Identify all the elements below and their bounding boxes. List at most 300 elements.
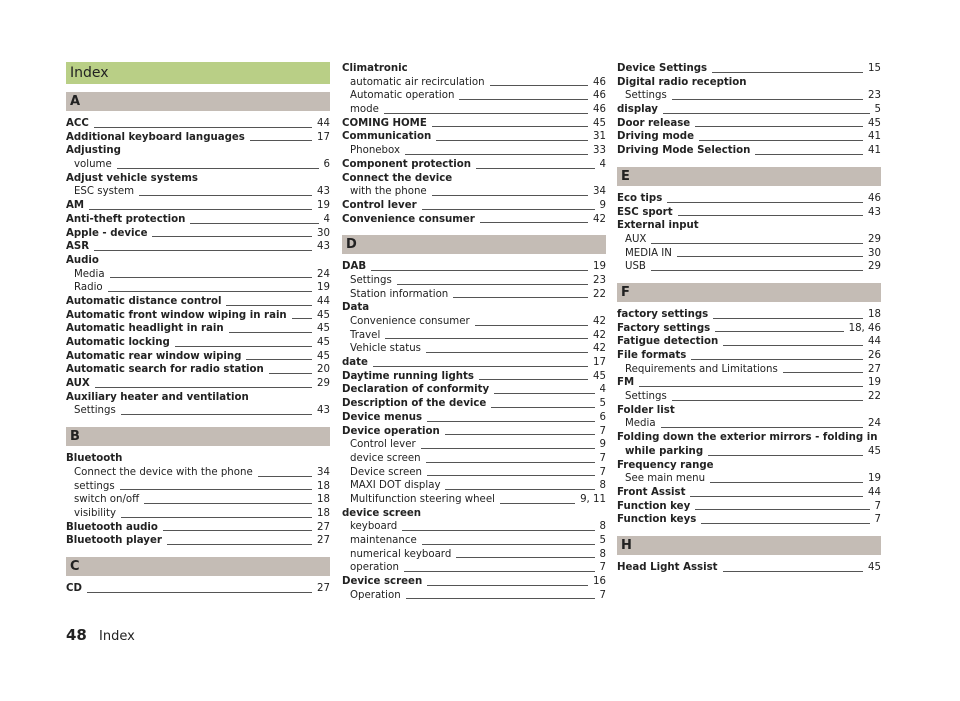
page-ref: 44 (312, 295, 330, 309)
index-term: visibility (74, 508, 121, 519)
index-entry (342, 89, 606, 103)
page-ref: 22 (588, 288, 606, 302)
index-term: Automatic operation (350, 90, 459, 101)
page-ref: 27 (312, 521, 330, 535)
index-term: Media (625, 418, 661, 429)
index-term: Data (342, 302, 374, 313)
index-term: AM (66, 200, 89, 211)
page-ref: 45 (863, 445, 881, 459)
index-entry (66, 131, 330, 145)
index-entry (342, 493, 606, 507)
index-term: Convenience consumer (342, 214, 480, 225)
index-term: Media (74, 269, 110, 280)
index-entry (66, 227, 330, 241)
page-footer (66, 626, 135, 644)
index-term: Requirements and Limitations (625, 364, 783, 375)
index-term: Automatic search for radio station (66, 364, 269, 375)
index-entry (617, 219, 881, 233)
page-ref: 19 (588, 260, 606, 274)
index-term: AUX (66, 378, 95, 389)
page-ref: 8 (595, 520, 606, 534)
index-term: display (617, 104, 663, 115)
index-entry (617, 376, 881, 390)
index-term: Folding down the exterior mirrors - folding in (617, 432, 882, 443)
page-ref: 45 (863, 561, 881, 575)
page-ref: 23 (588, 274, 606, 288)
index-entry (66, 480, 330, 494)
index-entry (342, 144, 606, 158)
index-term: settings (74, 481, 120, 492)
index-term: See main menu (625, 473, 710, 484)
index-entry (66, 185, 330, 199)
page-ref: 41 (863, 144, 881, 158)
page-ref: 6 (319, 158, 330, 172)
index-entry (342, 425, 606, 439)
index-entry (342, 260, 606, 274)
index-term: Bluetooth audio (66, 522, 163, 533)
page-ref: 42 (588, 315, 606, 329)
dot-leader (342, 366, 606, 367)
page-ref: 46 (588, 89, 606, 103)
page-ref: 8 (595, 479, 606, 493)
index-term: Door release (617, 118, 695, 129)
index-term: Settings (74, 405, 121, 416)
index-term: Station information (350, 289, 453, 300)
index-entry (66, 534, 330, 548)
page-ref: 23 (863, 89, 881, 103)
page-ref: 43 (312, 404, 330, 418)
dot-leader (66, 387, 330, 388)
page-ref: 44 (312, 117, 330, 131)
page-ref: 22 (863, 390, 881, 404)
index-entry (342, 575, 606, 589)
section-letter-label: D (346, 237, 357, 253)
page-ref: 42 (588, 213, 606, 227)
index-term: Device menus (342, 412, 427, 423)
page-ref: 34 (312, 466, 330, 480)
index-entry (617, 417, 881, 431)
section-letter-label: A (70, 94, 81, 109)
page-ref: 5 (595, 397, 606, 411)
index-entry (66, 240, 330, 254)
index-term: operation (350, 562, 404, 573)
index-entry (66, 254, 330, 268)
index-entry (342, 117, 606, 131)
dot-leader (617, 386, 881, 387)
page-ref: 4 (319, 213, 330, 227)
index-entry (617, 233, 881, 247)
index-term: Bluetooth (66, 453, 127, 464)
index-term: Auxiliary heater and ventilation (66, 392, 254, 403)
index-term: Adjusting (66, 145, 126, 156)
index-term: Function key (617, 501, 695, 512)
page-ref: 30 (312, 227, 330, 241)
dot-leader (66, 250, 330, 251)
index-term: keyboard (350, 521, 402, 532)
index-entry (342, 62, 606, 76)
page-ref: 18 (863, 308, 881, 322)
section-letter-label: B (70, 429, 80, 445)
index-entry (342, 301, 606, 315)
index-term: Fatigue detection (617, 336, 723, 347)
page-ref: 20 (312, 363, 330, 377)
index-term: Device operation (342, 426, 445, 437)
index-entry (66, 295, 330, 309)
index-entry (617, 445, 881, 459)
index-entry (66, 268, 330, 282)
page-ref: 41 (863, 130, 881, 144)
index-entry (66, 281, 330, 295)
index-entry (66, 507, 330, 521)
page-ref: 16 (588, 575, 606, 589)
index-term: Control lever (342, 200, 422, 211)
section-letter-d (342, 235, 606, 254)
page-ref: 43 (863, 206, 881, 220)
index-term: Adjust vehicle systems (66, 173, 203, 184)
index-entry (66, 466, 330, 480)
index-entry (342, 548, 606, 562)
section-letter-label: C (70, 558, 80, 574)
index-entry (66, 391, 330, 405)
index-term: Declaration of conformity (342, 384, 494, 395)
page-ref: 27 (312, 582, 330, 596)
index-entry (342, 507, 606, 521)
index-entry (342, 130, 606, 144)
index-term: Anti-theft protection (66, 214, 190, 225)
index-column-3 (617, 62, 881, 575)
index-term: COMING HOME (342, 118, 432, 129)
page-ref: 7 (595, 589, 606, 603)
index-term: ESC system (74, 186, 139, 197)
index-term: Connect the device with the phone (74, 467, 258, 478)
index-entry (617, 89, 881, 103)
page-ref: 45 (312, 322, 330, 336)
page-ref: 27 (863, 363, 881, 377)
index-entry (342, 103, 606, 117)
index-term: Front Assist (617, 487, 690, 498)
index-term: maintenance (350, 535, 422, 546)
index-term: Frequency range (617, 460, 719, 471)
index-term: External input (617, 220, 704, 231)
index-entry (66, 309, 330, 323)
page-ref: 18 (312, 507, 330, 521)
index-entry (342, 185, 606, 199)
index-term: Multifunction steering wheel (350, 494, 500, 505)
index-term: ASR (66, 241, 94, 252)
index-entry (617, 76, 881, 90)
page-ref: 24 (863, 417, 881, 431)
page-ref: 18 (312, 480, 330, 494)
index-term: Device screen (342, 576, 427, 587)
index-entry (617, 335, 881, 349)
page-ref: 7 (595, 425, 606, 439)
section-letter-c (66, 557, 330, 576)
page-ref: 45 (312, 309, 330, 323)
index-entry (342, 397, 606, 411)
page-ref: 29 (863, 233, 881, 247)
index-term: Automatic rear window wiping (66, 351, 246, 362)
page-ref: 29 (312, 377, 330, 391)
index-entry (66, 199, 330, 213)
index-term: Automatic headlight in rain (66, 323, 229, 334)
dot-leader (74, 291, 330, 292)
section-letter-h (617, 536, 881, 555)
index-entry (617, 260, 881, 274)
index-term: automatic air recirculation (350, 77, 490, 88)
index-term: Phonebox (350, 145, 405, 156)
page-ref: 29 (863, 260, 881, 274)
index-term: volume (74, 159, 117, 170)
section-letter-label: H (621, 537, 632, 553)
index-term: USB (625, 261, 651, 272)
index-entry (617, 247, 881, 261)
index-term: Control lever (350, 439, 421, 450)
dot-leader (66, 209, 330, 210)
page-ref: 6 (595, 411, 606, 425)
index-column-2 (342, 62, 606, 602)
page-ref: 7 (595, 452, 606, 466)
index-term: Driving Mode Selection (617, 145, 755, 156)
index-entry (617, 500, 881, 514)
page-ref: 9 (595, 438, 606, 452)
index-term: Communication (342, 131, 436, 142)
index-entry (617, 404, 881, 418)
page-ref: 43 (312, 185, 330, 199)
index-term: with the phone (350, 186, 432, 197)
index-entry (66, 144, 330, 158)
dot-leader (74, 277, 330, 278)
page-ref: 45 (588, 117, 606, 131)
page-ref: 7 (595, 466, 606, 480)
index-entry (342, 411, 606, 425)
index-entry (342, 213, 606, 227)
page-ref: 27 (312, 534, 330, 548)
index-entry (66, 213, 330, 227)
index-term: Automatic distance control (66, 296, 226, 307)
index-term: Climatronic (342, 63, 413, 74)
index-term: Digital radio reception (617, 77, 752, 88)
page-ref: 45 (312, 336, 330, 350)
index-entry (617, 349, 881, 363)
page-ref: 17 (588, 356, 606, 370)
page-ref: 45 (312, 350, 330, 364)
index-term: Additional keyboard languages (66, 132, 250, 143)
index-entry (342, 370, 606, 384)
dot-leader (625, 243, 881, 244)
page-ref: 24 (312, 268, 330, 282)
index-entry (342, 76, 606, 90)
index-entry (617, 62, 881, 76)
index-term: Vehicle status (350, 343, 426, 354)
page-ref: 4 (595, 158, 606, 172)
index-term: Head Light Assist (617, 562, 723, 573)
index-term: Settings (625, 391, 672, 402)
index-entry (342, 383, 606, 397)
page-ref: 7 (595, 561, 606, 575)
index-entry (66, 158, 330, 172)
index-entry (66, 363, 330, 377)
page-ref: 43 (312, 240, 330, 254)
index-term: date (342, 357, 373, 368)
index-entry (342, 520, 606, 534)
index-term: Device screen (350, 467, 427, 478)
page-ref: 18 (312, 493, 330, 507)
dot-leader (350, 113, 606, 114)
section-letter-f (617, 283, 881, 302)
page-ref: 9 (595, 199, 606, 213)
section-letter-label: E (621, 168, 630, 184)
index-entry (617, 192, 881, 206)
dot-leader (66, 127, 330, 128)
index-term: DAB (342, 261, 371, 272)
index-term: ACC (66, 118, 94, 129)
page-number: 48 (66, 626, 87, 644)
index-term: Daytime running lights (342, 371, 479, 382)
footer-label: Index (99, 629, 135, 644)
index-term: factory settings (617, 309, 713, 320)
page-ref: 31 (588, 130, 606, 144)
index-entry (617, 144, 881, 158)
index-term: Settings (350, 275, 397, 286)
index-term: Description of the device (342, 398, 491, 409)
dot-leader (350, 338, 606, 339)
index-title: Index (70, 65, 109, 81)
page-ref: 34 (588, 185, 606, 199)
page-ref: 7 (870, 500, 881, 514)
index-term: Driving mode (617, 131, 699, 142)
page-ref: 9, 11 (575, 493, 606, 507)
index-entry (342, 561, 606, 575)
index-term: Eco tips (617, 193, 667, 204)
index-entry (66, 117, 330, 131)
index-entry (617, 322, 881, 336)
dot-leader (342, 270, 606, 271)
index-entry (342, 438, 606, 452)
index-term: CD (66, 583, 87, 594)
index-entry (66, 377, 330, 391)
page-ref: 5 (595, 534, 606, 548)
index-entry (617, 363, 881, 377)
index-entry (342, 342, 606, 356)
index-entry (66, 582, 330, 596)
index-term: device screen (342, 508, 426, 519)
index-term: Component protection (342, 159, 476, 170)
index-term: AUX (625, 234, 651, 245)
page-ref: 26 (863, 349, 881, 363)
page-ref: 46 (588, 76, 606, 90)
index-term: Convenience consumer (350, 316, 475, 327)
index-entry (66, 493, 330, 507)
index-term: MAXI DOT display (350, 480, 445, 491)
page-ref: 7 (870, 513, 881, 527)
index-column-1 (66, 92, 330, 596)
index-entry (617, 117, 881, 131)
index-term: MEDIA IN (625, 248, 677, 259)
index-entry (617, 561, 881, 575)
index-term: Folder list (617, 405, 680, 416)
index-entry (617, 513, 881, 527)
index-term: numerical keyboard (350, 549, 456, 560)
index-entry (617, 130, 881, 144)
index-entry (617, 459, 881, 473)
index-term: Automatic front window wiping in rain (66, 310, 292, 321)
dot-leader (625, 427, 881, 428)
index-term: Audio (66, 255, 104, 266)
page-ref: 44 (863, 335, 881, 349)
index-entry (342, 288, 606, 302)
index-term: while parking (625, 446, 708, 457)
page-ref: 42 (588, 329, 606, 343)
index-entry (342, 466, 606, 480)
page-ref: 19 (863, 472, 881, 486)
index-entry (342, 534, 606, 548)
index-entry (342, 315, 606, 329)
page-ref: 5 (870, 103, 881, 117)
index-term: Bluetooth player (66, 535, 167, 546)
section-letter-a (66, 92, 330, 111)
page-ref: 15 (863, 62, 881, 76)
index-entry (342, 158, 606, 172)
index-term: Radio (74, 282, 108, 293)
index-entry (66, 350, 330, 364)
index-entry (66, 336, 330, 350)
section-letter-e (617, 167, 881, 186)
index-entry (617, 472, 881, 486)
page-ref: 33 (588, 144, 606, 158)
index-entry (342, 329, 606, 343)
index-term: ESC sport (617, 207, 678, 218)
index-entry (342, 199, 606, 213)
index-entry (342, 274, 606, 288)
page-ref: 46 (863, 192, 881, 206)
dot-leader (625, 270, 881, 271)
index-entry (617, 206, 881, 220)
index-entry (617, 308, 881, 322)
page-ref: 19 (312, 199, 330, 213)
index-term: Connect the device (342, 173, 457, 184)
page-ref: 19 (312, 281, 330, 295)
page-ref: 44 (863, 486, 881, 500)
section-letter-label: F (621, 284, 630, 300)
index-term: Settings (625, 90, 672, 101)
index-term: FM (617, 377, 639, 388)
index-term: Operation (350, 590, 406, 601)
index-entry (342, 479, 606, 493)
page-ref: 45 (863, 117, 881, 131)
index-title-bar (66, 62, 330, 84)
index-entry (617, 390, 881, 404)
index-entry (342, 172, 606, 186)
index-term: mode (350, 104, 384, 115)
page-ref: 30 (863, 247, 881, 261)
page-ref: 19 (863, 376, 881, 390)
index-term: Apple - device (66, 228, 152, 239)
page-ref: 45 (588, 370, 606, 384)
index-term: File formats (617, 350, 691, 361)
index-entry (66, 452, 330, 466)
index-term: Function keys (617, 514, 701, 525)
page-ref: 4 (595, 383, 606, 397)
index-term: device screen (350, 453, 426, 464)
index-entry (342, 452, 606, 466)
index-entry (617, 431, 881, 445)
index-term: Travel (350, 330, 385, 341)
index-entry (66, 322, 330, 336)
index-entry (342, 356, 606, 370)
dot-leader (66, 592, 330, 593)
index-entry (66, 521, 330, 535)
index-entry (342, 589, 606, 603)
